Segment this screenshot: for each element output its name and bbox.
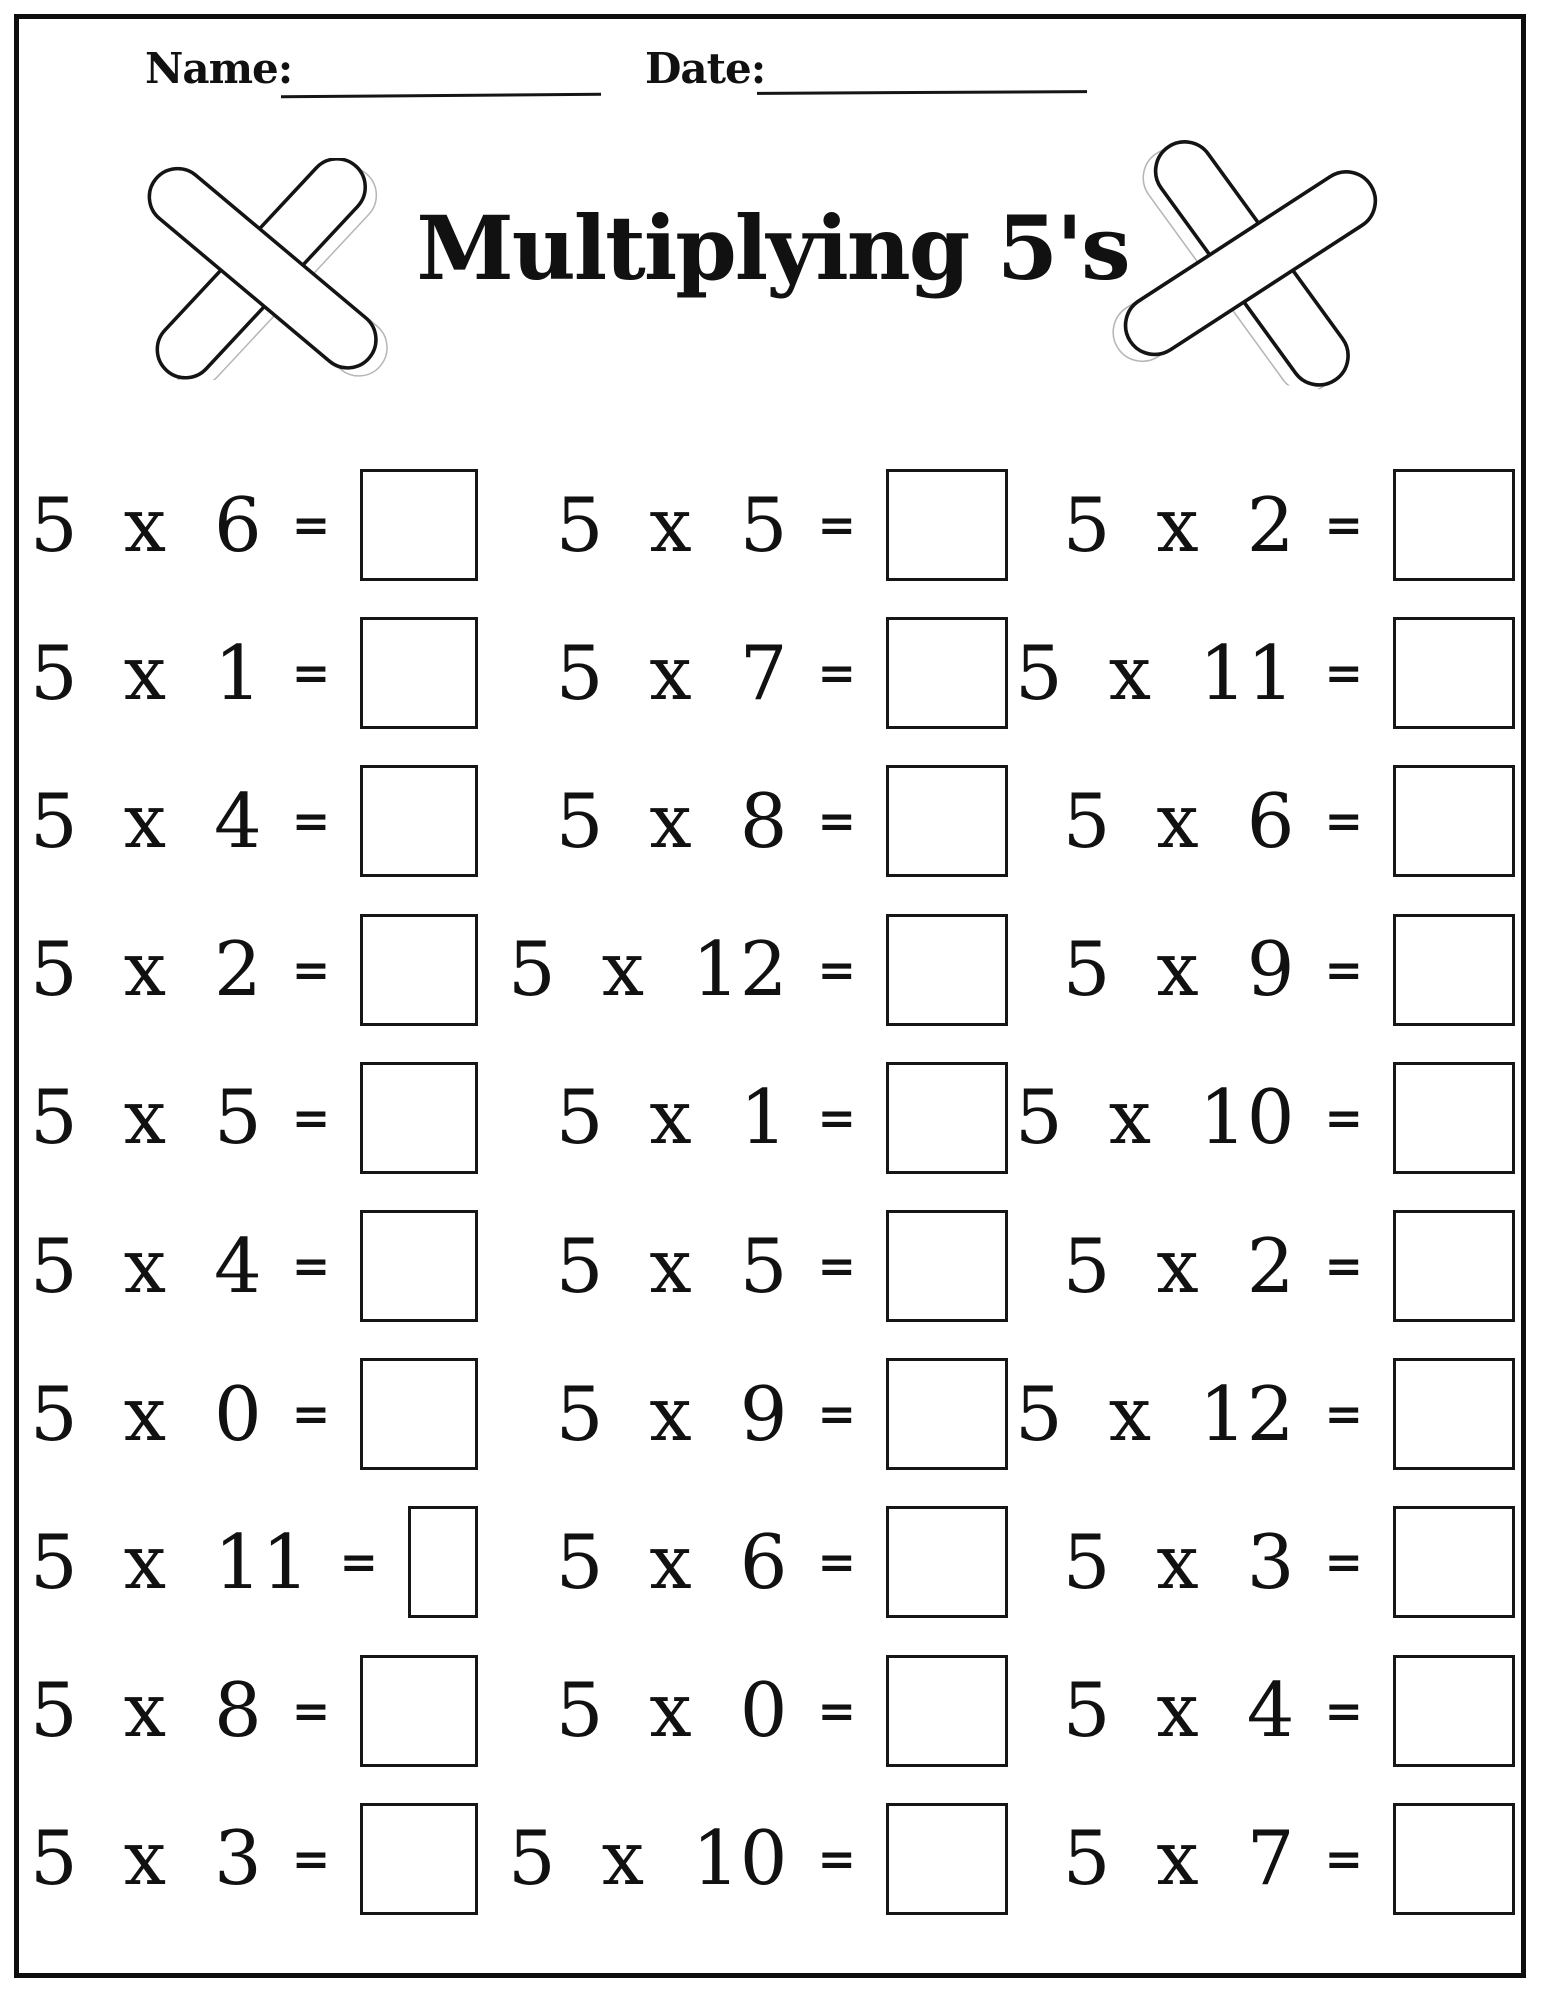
factor-a: 5 xyxy=(1014,1369,1063,1458)
problem-cell xyxy=(478,599,1008,747)
equals-symbol: = xyxy=(291,1239,331,1294)
factor-a: 5 xyxy=(1014,628,1063,717)
factor-b: 7 xyxy=(739,628,788,717)
problem-cell xyxy=(30,747,478,895)
factor-b: 0 xyxy=(739,1666,788,1755)
times-symbol: x xyxy=(1156,1814,1199,1903)
answer-box[interactable] xyxy=(1393,765,1515,877)
factor-a: 5 xyxy=(30,925,78,1014)
problem-cell xyxy=(478,1785,1008,1933)
problem-cell xyxy=(1008,1192,1515,1340)
factor-a: 5 xyxy=(30,1221,78,1310)
times-symbol: x xyxy=(601,1814,645,1903)
problem-cell xyxy=(478,1044,1008,1192)
times-symbol: x xyxy=(123,776,167,865)
factor-b: 3 xyxy=(214,1814,262,1903)
factor-b: 10 xyxy=(692,1814,788,1903)
answer-box[interactable] xyxy=(1393,1062,1515,1174)
problem-cell xyxy=(478,1192,1008,1340)
factor-a: 5 xyxy=(1062,480,1111,569)
problems-grid xyxy=(30,451,1533,1933)
answer-box[interactable] xyxy=(360,617,478,729)
equals-symbol: = xyxy=(817,498,856,553)
answer-box[interactable] xyxy=(360,1655,478,1767)
problem-cell xyxy=(1008,1637,1515,1785)
equals-symbol: = xyxy=(291,646,331,701)
equals-symbol: = xyxy=(1324,646,1363,701)
answer-box[interactable] xyxy=(886,765,1008,877)
problem-cell xyxy=(1008,896,1515,1044)
equals-symbol: = xyxy=(291,498,331,553)
factor-a: 5 xyxy=(1014,1073,1063,1162)
answer-box[interactable] xyxy=(886,914,1008,1026)
problem-cell xyxy=(1008,1340,1515,1488)
answer-box[interactable] xyxy=(886,1210,1008,1322)
answer-box[interactable] xyxy=(886,469,1008,581)
factor-a: 5 xyxy=(555,1369,604,1458)
equals-symbol: = xyxy=(1324,1090,1363,1145)
equals-symbol: = xyxy=(817,1239,856,1294)
problem-cell xyxy=(30,1785,478,1933)
factor-a: 5 xyxy=(1062,1517,1111,1606)
times-symbol: x xyxy=(649,1221,692,1310)
answer-box[interactable] xyxy=(360,1803,478,1915)
factor-a: 5 xyxy=(1062,925,1111,1014)
times-symbol: x xyxy=(1156,1517,1199,1606)
equals-symbol: = xyxy=(1324,1831,1363,1886)
name-label: Name: xyxy=(145,44,293,93)
problem-cell xyxy=(30,1340,478,1488)
problem-cell xyxy=(30,599,478,747)
equals-symbol: = xyxy=(817,1683,856,1738)
times-symbol: x xyxy=(1108,1073,1152,1162)
problem-cell xyxy=(478,1488,1008,1636)
factor-b: 4 xyxy=(214,1221,262,1310)
times-symbol: x xyxy=(649,480,692,569)
factor-b: 4 xyxy=(1246,1666,1295,1755)
times-symbol: x xyxy=(1156,1221,1199,1310)
problem-cell xyxy=(478,747,1008,895)
answer-box[interactable] xyxy=(360,469,478,581)
factor-b: 5 xyxy=(739,1221,788,1310)
times-symbol: x xyxy=(1156,1666,1199,1755)
factor-a: 5 xyxy=(555,628,604,717)
equals-symbol: = xyxy=(817,1535,856,1590)
times-symbol: x xyxy=(123,1073,167,1162)
times-symbol: x xyxy=(1156,776,1199,865)
factor-b: 11 xyxy=(214,1517,310,1606)
problem-cell xyxy=(30,1044,478,1192)
problem-cell xyxy=(478,896,1008,1044)
factor-a: 5 xyxy=(30,1073,78,1162)
times-symbol: x xyxy=(1108,1369,1152,1458)
factor-a: 5 xyxy=(30,1814,78,1903)
factor-b: 5 xyxy=(739,480,788,569)
answer-box[interactable] xyxy=(886,1358,1008,1470)
answer-box[interactable] xyxy=(1393,1358,1515,1470)
times-symbol: x xyxy=(123,480,167,569)
times-symbol: x xyxy=(649,628,692,717)
problem-cell xyxy=(30,451,478,599)
times-symbol: x xyxy=(123,1814,167,1903)
factor-b: 2 xyxy=(214,925,262,1014)
times-symbol: x xyxy=(1156,480,1199,569)
factor-b: 9 xyxy=(739,1369,788,1458)
factor-b: 7 xyxy=(1246,1814,1295,1903)
equals-symbol: = xyxy=(817,1831,856,1886)
factor-b: 6 xyxy=(1246,776,1295,865)
equals-symbol: = xyxy=(1324,942,1363,997)
times-symbol: x xyxy=(123,1221,167,1310)
equals-symbol: = xyxy=(1324,1535,1363,1590)
factor-a: 5 xyxy=(30,1666,78,1755)
answer-box[interactable] xyxy=(886,1803,1008,1915)
factor-b: 12 xyxy=(692,925,788,1014)
times-symbol: x xyxy=(123,1517,167,1606)
times-symbol: x xyxy=(1156,925,1199,1014)
factor-b: 6 xyxy=(214,480,262,569)
factor-b: 8 xyxy=(214,1666,262,1755)
factor-a: 5 xyxy=(507,925,556,1014)
problem-cell xyxy=(478,1637,1008,1785)
factor-b: 8 xyxy=(739,776,788,865)
factor-b: 10 xyxy=(1199,1073,1295,1162)
problem-cell xyxy=(30,896,478,1044)
factor-b: 11 xyxy=(1199,628,1295,717)
factor-a: 5 xyxy=(555,480,604,569)
factor-b: 1 xyxy=(214,628,262,717)
times-symbol: x xyxy=(123,1666,167,1755)
times-symbol: x xyxy=(649,1666,692,1755)
answer-box[interactable] xyxy=(886,1655,1008,1767)
factor-a: 5 xyxy=(30,480,78,569)
equals-symbol: = xyxy=(1324,1239,1363,1294)
equals-symbol: = xyxy=(291,1090,331,1145)
answer-box[interactable] xyxy=(408,1506,478,1618)
problem-cell xyxy=(1008,1785,1515,1933)
factor-a: 5 xyxy=(555,1073,604,1162)
answer-box[interactable] xyxy=(1393,1803,1515,1915)
answer-box[interactable] xyxy=(886,1062,1008,1174)
answer-box[interactable] xyxy=(360,1210,478,1322)
factor-a: 5 xyxy=(30,1369,78,1458)
equals-symbol: = xyxy=(817,1387,856,1442)
equals-symbol: = xyxy=(291,794,331,849)
times-symbol: x xyxy=(649,776,692,865)
factor-b: 0 xyxy=(214,1369,262,1458)
factor-a: 5 xyxy=(1062,1814,1111,1903)
equals-symbol: = xyxy=(817,942,856,997)
factor-a: 5 xyxy=(507,1814,556,1903)
times-symbol: x xyxy=(601,925,645,1014)
answer-box[interactable] xyxy=(1393,1506,1515,1618)
factor-b: 2 xyxy=(1246,480,1295,569)
equals-symbol: = xyxy=(817,646,856,701)
problem-cell xyxy=(1008,1044,1515,1192)
x-doodle-icon xyxy=(1103,132,1399,395)
answer-box[interactable] xyxy=(360,1358,478,1470)
factor-b: 12 xyxy=(1199,1369,1295,1458)
problem-cell xyxy=(1008,599,1515,747)
factor-a: 5 xyxy=(30,1517,78,1606)
equals-symbol: = xyxy=(1324,498,1363,553)
factor-a: 5 xyxy=(1062,1221,1111,1310)
factor-a: 5 xyxy=(555,1666,604,1755)
equals-symbol: = xyxy=(817,794,856,849)
factor-b: 6 xyxy=(739,1517,788,1606)
factor-a: 5 xyxy=(1062,1666,1111,1755)
factor-b: 5 xyxy=(214,1073,262,1162)
date-label: Date: xyxy=(645,44,766,93)
equals-symbol: = xyxy=(339,1535,379,1590)
answer-box[interactable] xyxy=(1393,1655,1515,1767)
problem-cell xyxy=(30,1488,478,1636)
factor-a: 5 xyxy=(555,776,604,865)
problem-cell xyxy=(1008,1488,1515,1636)
equals-symbol: = xyxy=(1324,1683,1363,1738)
equals-symbol: = xyxy=(291,1831,331,1886)
problem-cell xyxy=(478,451,1008,599)
times-symbol: x xyxy=(123,1369,167,1458)
answer-box[interactable] xyxy=(360,1062,478,1174)
answer-box[interactable] xyxy=(360,765,478,877)
problem-cell xyxy=(1008,747,1515,895)
equals-symbol: = xyxy=(291,1387,331,1442)
answer-box[interactable] xyxy=(886,1506,1008,1618)
times-symbol: x xyxy=(649,1073,692,1162)
times-symbol: x xyxy=(123,925,167,1014)
factor-b: 1 xyxy=(739,1073,788,1162)
factor-a: 5 xyxy=(30,628,78,717)
factor-b: 3 xyxy=(1246,1517,1295,1606)
equals-symbol: = xyxy=(1324,794,1363,849)
times-symbol: x xyxy=(649,1517,692,1606)
answer-box[interactable] xyxy=(1393,469,1515,581)
answer-box[interactable] xyxy=(1393,617,1515,729)
equals-symbol: = xyxy=(817,1090,856,1145)
equals-symbol: = xyxy=(291,1683,331,1738)
factor-b: 2 xyxy=(1246,1221,1295,1310)
factor-b: 4 xyxy=(214,776,262,865)
equals-symbol: = xyxy=(291,942,331,997)
problem-cell xyxy=(1008,451,1515,599)
factor-a: 5 xyxy=(555,1517,604,1606)
answer-box[interactable] xyxy=(1393,1210,1515,1322)
factor-a: 5 xyxy=(30,776,78,865)
times-symbol: x xyxy=(1108,628,1152,717)
factor-a: 5 xyxy=(1062,776,1111,865)
factor-b: 9 xyxy=(1246,925,1295,1014)
times-symbol: x xyxy=(649,1369,692,1458)
answer-box[interactable] xyxy=(360,914,478,1026)
times-symbol: x xyxy=(123,628,167,717)
answer-box[interactable] xyxy=(1393,914,1515,1026)
factor-a: 5 xyxy=(555,1221,604,1310)
worksheet-title: Multiplying 5's xyxy=(416,196,1129,300)
answer-box[interactable] xyxy=(886,617,1008,729)
problem-cell xyxy=(30,1637,478,1785)
problem-cell xyxy=(30,1192,478,1340)
problem-cell xyxy=(478,1340,1008,1488)
equals-symbol: = xyxy=(1324,1387,1363,1442)
